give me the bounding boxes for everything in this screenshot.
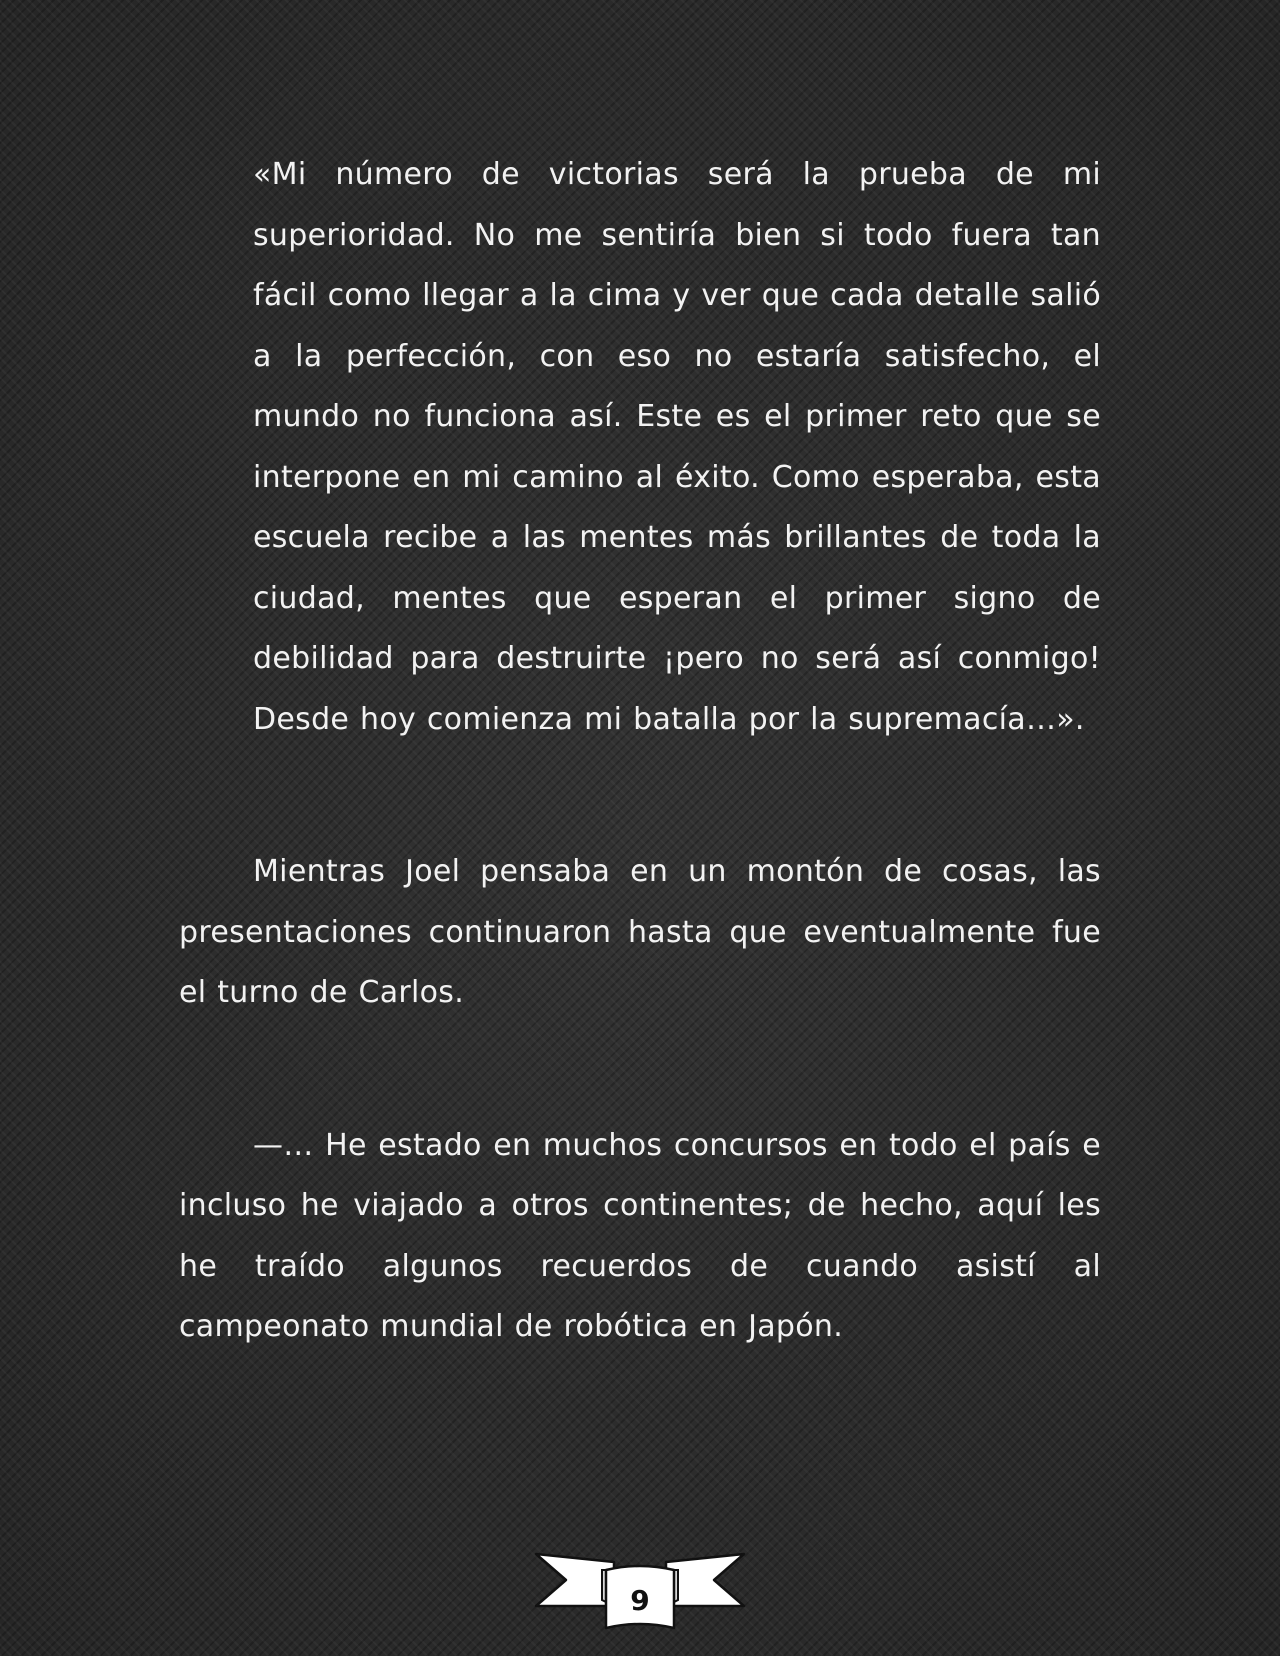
narration-paragraph: Mientras Joel pensaba en un montón de cosas, las presentaciones continuaron hasta que eventualmente fue el turno de Carlos. bbox=[179, 854, 1101, 1010]
page-number-banner bbox=[532, 1548, 748, 1632]
page-number: 9 bbox=[630, 1584, 650, 1617]
page-body bbox=[179, 145, 1101, 1358]
inner-monologue-paragraph: «Mi número de victorias será la prueba de mi superioridad. No me sentiría bien si todo fuera tan fácil como llegar a la cima y ver que cada detalle salió a la perfección, con eso no estaría satisfecho, el mundo no funciona así. Este es el primer reto que se interpone en mi camino al éxito. Como esperaba, esta escuela recibe a las mentes más brillantes de toda la ciudad, mentes que esperan el primer signo de debilidad para destruirte ¡pero no será así conmigo! Desde hoy comienza mi batalla por la supremacía…». bbox=[253, 157, 1101, 737]
dialogue-paragraph: —… He estado en muchos concursos en todo el país e incluso he viajado a otros continentes; de hecho, aquí les he traído algunos recuerdos de cuando asistí al campeonato mundial de robótica en Japón. bbox=[179, 1127, 1101, 1344]
